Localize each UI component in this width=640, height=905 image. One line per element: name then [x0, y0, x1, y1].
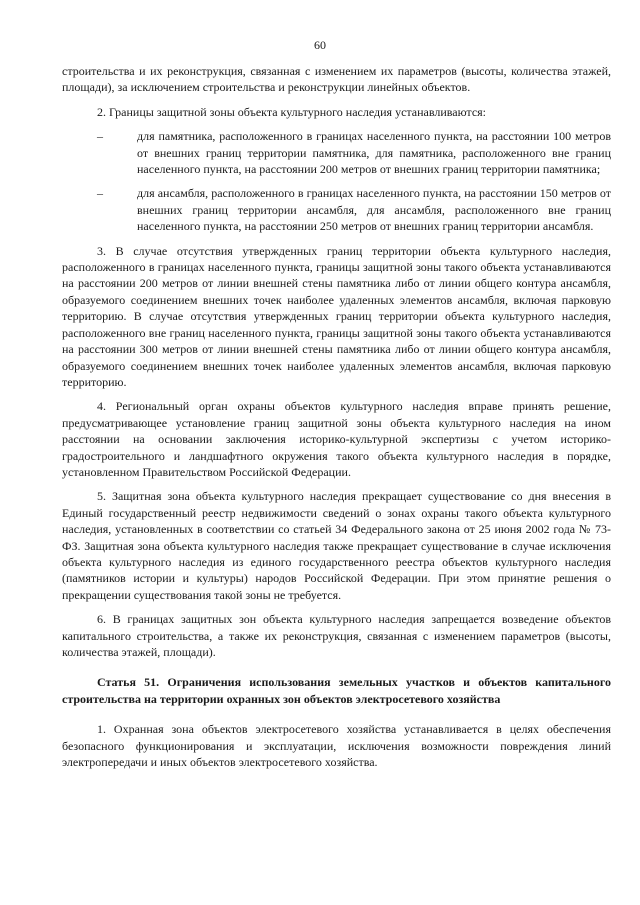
paragraph-2-intro: 2. Границы защитной зоны объекта культурного наследия устанавливаются:: [97, 104, 486, 119]
list-item-ensemble: [62, 185, 611, 234]
paragraph-4: 4. Региональный орган охраны объектов культурного наследия вправе принять решение, предусматривающее установление границ защитной зоны объекта культурного наследия на ином расстоянии на основании заключения историко-культурной экспертизы с учетом историко-градостроительного и ландшафтного окружения такого объекта культурного наследия в порядке, установленном Правительством Российской Федерации.: [62, 399, 611, 479]
article-51-heading: Статья 51. Ограничения использования земельных участков и объектов капитального строительства на территории охранных зон объектов электросетевого хозяйства: [62, 675, 611, 706]
list-item-text: для памятника, расположенного в границах населенного пункта, на расстоянии 100 метров от внешних границ территории памятника, для памятника, расположенного вне границ населенного пункта, на расстоянии 200 метров от внешних границ территории памятника;: [137, 129, 611, 177]
page-number: 60: [314, 38, 326, 52]
paragraph-3: 3. В случае отсутствия утвержденных границ территории объекта культурного наследия, расположенного в границах населенного пункта, границы защитной зоны такого объекта устанавливаются на расстоянии 200 метров от линии внешней стены памятника либо от линии общего контура ансамбля, образуемого соединением внешних точек наиболее удаленных элементов ансамбля, включая парковую территорию. В случае отсутствия утвержденных границ территории объекта культурного наследия, расположенного вне границ населенного пункта, границы защитной зоны такого объекта устанавливаются на расстоянии 300 метров от линии внешней стены памятника либо от линии общего контура ансамбля, образуемого соединением внешних точек наиболее удаленных элементов ансамбля, включая парковую территорию.: [62, 243, 611, 389]
list-item-text: для ансамбля, расположенного в границах населенного пункта, на расстоянии 150 метров от внешних границ территории ансамбля, для ансамбля, расположенного вне границ населенного пункта, на расстоянии 250 метров от внешних границ территории ансамбля.: [137, 186, 611, 234]
continuation-paragraph: строительства и их реконструкция, связанная с изменением их параметров (высоты, количества этажей, площади), за исключением строительства и реконструкции линейных объектов.: [62, 64, 611, 95]
list-dash: –: [97, 186, 103, 201]
paragraph-6: 6. В границах защитных зон объекта культурного наследия запрещается возведение объектов капитального строительства, а также их реконструкция, связанная с изменением параметров (высоты, количества этажей, площади).: [62, 612, 611, 659]
list-item-monument: [62, 128, 611, 177]
list-dash: –: [97, 129, 103, 144]
article-51-paragraph-1: 1. Охранная зона объектов электросетевого хозяйства устанавливается в целях обеспечения безопасного функционирования и эксплуатации, исключения возможности повреждения линий электропередачи и иных объектов электросетевого хозяйства.: [62, 722, 611, 770]
document-body: [62, 63, 611, 770]
paragraph-5: 5. Защитная зона объекта культурного наследия прекращает существование со дня внесения в Единый государственный реестр недвижимости сведений о зонах охраны такого объекта культурного наследия, установленных в соответствии со статьей 34 Федерального закона от 25 июня 2002 года № 73-ФЗ. Защитная зона объекта культурного наследия также прекращает существование в случае исключения объекта культурного наследия из единого государственного реестра объектов культурного наследия (памятников истории и культуры) народов Российской Федерации. При этом принятие решения о прекращении существования такой зоны не требуется.: [62, 489, 611, 602]
